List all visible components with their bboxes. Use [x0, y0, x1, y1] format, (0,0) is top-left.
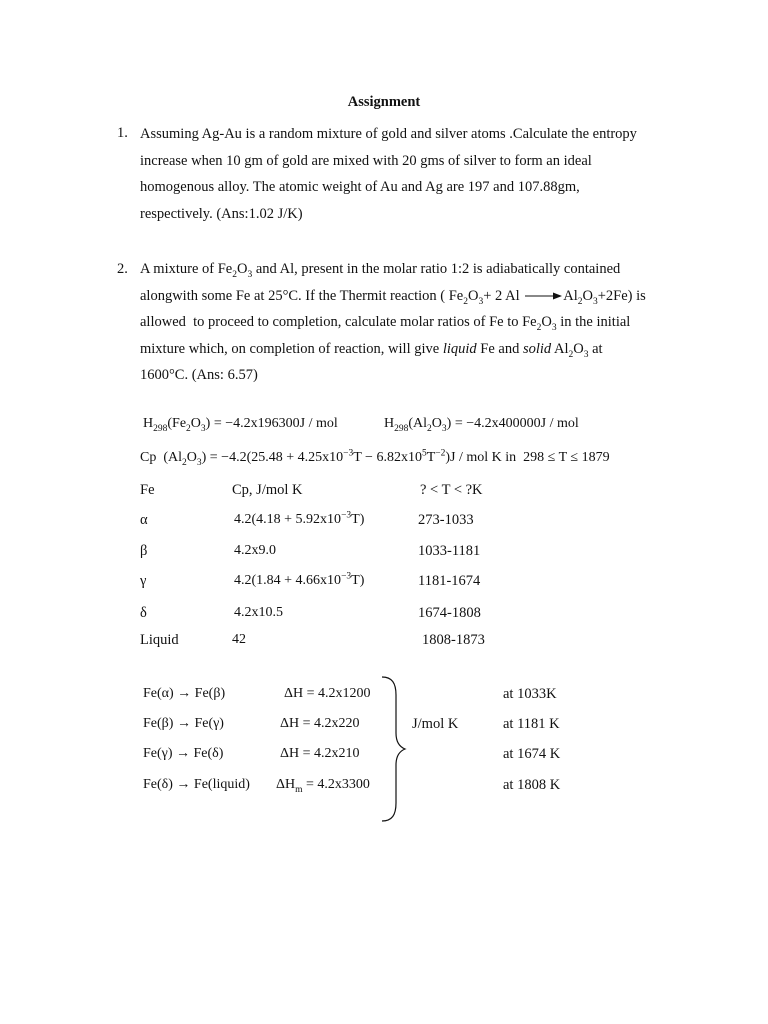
table-row-cp: 42	[232, 632, 246, 647]
q1-line-2: increase when 10 gm of gold are mixed with 20 gms of silver to form an ideal	[140, 152, 592, 169]
table-row-phase: β	[140, 543, 148, 559]
q2-line-3: allowed to proceed to completion, calculate molar ratios of Fe to $Fe_2O_3$ in the initial	[140, 314, 631, 333]
table-header-range: ? < T < ?K	[420, 482, 483, 498]
table-row-phase: δ	[140, 605, 147, 621]
transition-unit: J/mol K	[412, 716, 459, 732]
transition-enthalpy: $\Delta H_m = 4.2x3300$	[276, 777, 370, 795]
q1-line-1: Assuming Ag-Au is a random mixture of gold and silver atoms .Calculate the entropy	[140, 126, 637, 142]
table-row-phase: γ	[140, 573, 147, 589]
transition-enthalpy: ΔH = 4.2x1200	[284, 686, 371, 701]
q2-answer: 1600°C. (Ans: 6.57)	[140, 367, 258, 383]
q2-number: 2.	[117, 261, 128, 277]
table-row-cp: 4.2x10.5	[234, 605, 283, 620]
transition-temperature: at 1181 K	[503, 716, 560, 732]
enthalpy-al2o3: $H_{298}(Al_2O_3) = -4.2x400000J$ / mol	[384, 416, 579, 434]
table-row-range: 273-1033	[418, 512, 474, 528]
q1-number: 1.	[117, 125, 128, 141]
q2-line-4: mixture which, on completion of reaction, will give liquid Fe and solid $Al_2O_3$ at	[140, 340, 603, 360]
page-title: Assignment	[347, 94, 421, 110]
transition-temperature: at 1808 K	[503, 777, 561, 793]
table-row-phase: Liquid	[140, 632, 179, 648]
table-row-cp: $4.2(4.18 + 5.92x10^{-3}T)$	[234, 510, 365, 527]
enthalpy-fe2o3: $H_{298}(Fe_2O_3) = -4.2x196300J$ / mol	[143, 416, 338, 434]
transition-reaction: Fe(δ) → Fe(liquid)	[143, 777, 250, 792]
q2-text	[140, 256, 660, 389]
q1-text	[140, 121, 660, 227]
table-row-phase: α	[140, 512, 148, 528]
transition-reaction: Fe(β) → Fe(γ)	[143, 716, 224, 731]
table-row-cp: $4.2(1.84 + 4.66x10^{-3}T)$	[234, 571, 365, 588]
transition-enthalpy: ΔH = 4.2x210	[280, 746, 360, 761]
table-row-range: 1808-1873	[422, 632, 485, 648]
table-header-cp: Cp, J/mol K	[232, 482, 303, 498]
curly-brace-icon	[378, 675, 408, 823]
table-header-phase: Fe	[140, 482, 155, 498]
q2-line-1: A mixture of $Fe_2O_3$ and Al, present in the molar ratio 1:2 is adiabatically contained	[140, 261, 621, 280]
transition-enthalpy: ΔH = 4.2x220	[280, 716, 360, 731]
reaction-arrow-icon	[523, 291, 563, 301]
q2-line-2: alongwith some Fe at 25°C. If the Thermit reaction ( $Fe_2O_3+ 2$ Al $Al_2O_3+2Fe$) is	[140, 287, 646, 307]
table-row-cp: 4.2x9.0	[234, 543, 276, 558]
transition-temperature: at 1033K	[503, 686, 557, 702]
table-row-range: 1674-1808	[418, 605, 481, 621]
table-row-range: 1033-1181	[418, 543, 481, 559]
cp-al2o3-equation: Cp $(Al_2O_3) = -4.2(25.48 + 4.25x10^{-3}T - 6.82x10^5T^{-2})J$ / mol K in 298 ≤ T ≤ 1879	[140, 448, 610, 468]
table-row-range: 1181-1674	[418, 573, 481, 589]
q1-line-4: respectively. (Ans:1.02 J/K)	[140, 205, 303, 222]
q1-line-3: homogenous alloy. The atomic weight of Au and Ag are 197 and 107.88gm,	[140, 179, 580, 195]
transition-temperature: at 1674 K	[503, 746, 561, 762]
transition-reaction: Fe(γ) → Fe(δ)	[143, 746, 224, 761]
transition-reaction: Fe(α) → Fe(β)	[143, 686, 226, 701]
